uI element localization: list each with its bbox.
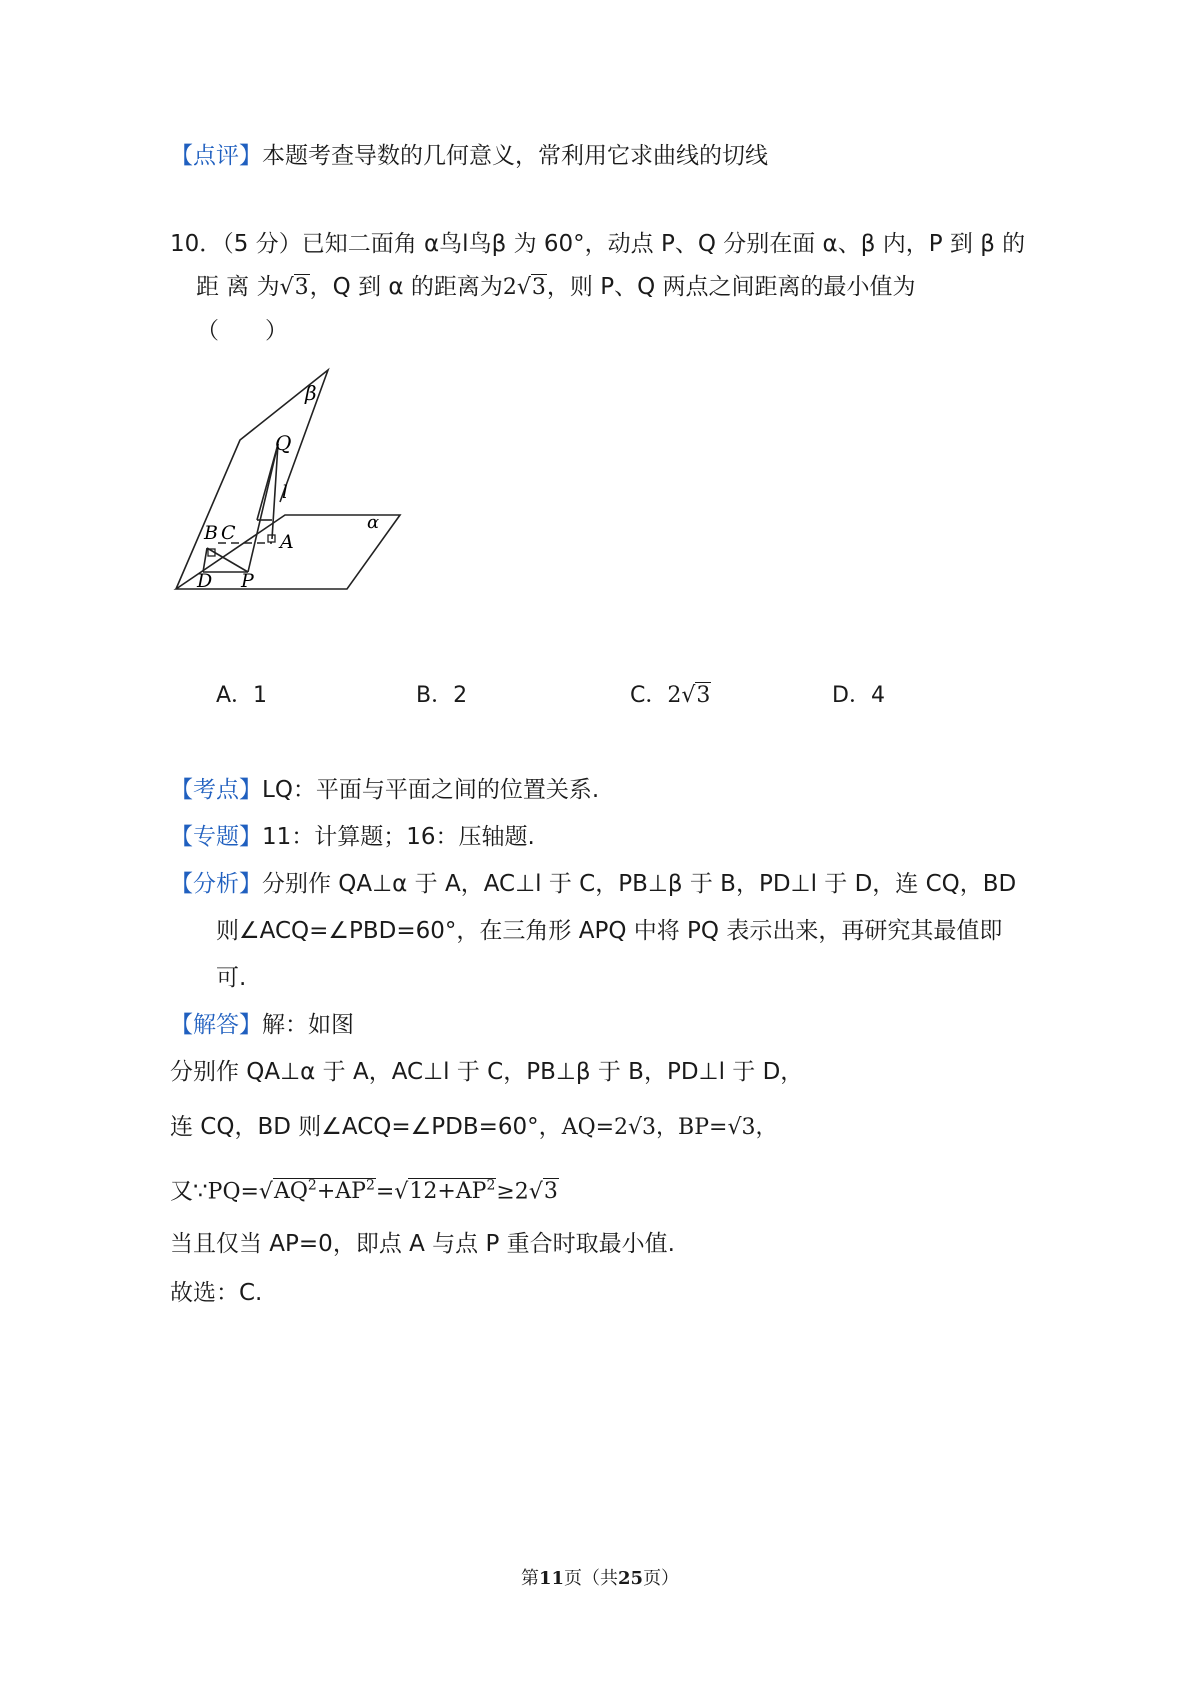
choice-c-formula: 2√3 (667, 683, 711, 708)
jieda-line-5 (170, 1278, 262, 1308)
jieda-text: 解：如图 (262, 1012, 354, 1038)
label-beta: β (305, 381, 317, 405)
jieda-text-1: 分别作 QA⊥α 于 A，AC⊥l 于 C，PB⊥β 于 B，PD⊥l 于 D， (170, 1059, 804, 1085)
fenxi-tag: 【分析】 (170, 871, 262, 897)
footer-page-number: 11 (538, 1568, 564, 1589)
jieda-line-1 (170, 1057, 803, 1087)
choice-a-label: A．1 (216, 683, 268, 708)
jieda-text-3: 又∵ (170, 1178, 208, 1205)
kaodian-line (170, 775, 599, 805)
label-l: l (282, 482, 288, 503)
zhuanti-line (170, 822, 535, 852)
page-footer (0, 1564, 1200, 1590)
question-line-1 (170, 229, 1025, 259)
choice-c-label: C． (630, 683, 668, 708)
question-text-a: 距 离 为 (196, 274, 280, 300)
two-sqrt3-formula: 2√3 (502, 275, 546, 300)
jieda-line-4 (170, 1229, 675, 1259)
jieda-tag: 【解答】 (170, 1012, 262, 1038)
kaodian-text: LQ：平面与平面之间的位置关系. (262, 777, 600, 803)
zhuanti-tag: 【专题】 (170, 824, 262, 850)
label-a: A (280, 531, 294, 553)
jieda-line2-formula: AQ=2√3，BP=√3， (561, 1115, 778, 1140)
label-c: C (221, 522, 236, 544)
footer-prefix: 第 (520, 1568, 539, 1589)
pq-formula: $PQ=√AQ^2+AP^2=√12+AP^2\ge 2√3$ (207, 1178, 558, 1205)
fenxi-text-3: 可. (216, 965, 247, 991)
label-d: D (197, 570, 213, 592)
fenxi-text-1: 分别作 QA⊥α 于 A，AC⊥l 于 C，PB⊥β 于 B，PD⊥l 于 D，连 CQ，BD (262, 871, 1017, 897)
question-text-b: ，Q 到 α 的距离为 (309, 274, 503, 300)
review-text: 本题考查导数的几何意义，常利用它求曲线的切线 (262, 143, 768, 169)
choice-a[interactable] (216, 681, 267, 711)
choice-d-label: D．4 (832, 683, 885, 708)
footer-total-pages: 25 (618, 1568, 644, 1589)
fenxi-line-1 (170, 869, 1016, 899)
jieda-line-2 (170, 1112, 777, 1143)
zhuanti-text: 11：计算题；16：压轴题. (262, 824, 535, 850)
review-line (170, 141, 768, 171)
jieda-text-4: 当且仅当 AP=0，即点 A 与点 P 重合时取最小值. (170, 1231, 675, 1257)
label-alpha: α (367, 512, 380, 533)
footer-suffix: 页） (643, 1568, 680, 1589)
review-tag: 【点评】 (170, 143, 262, 169)
jieda-text-2: 连 CQ，BD 则∠ACQ=∠PDB=60°， (170, 1114, 562, 1140)
question-line-3 (196, 316, 288, 346)
sqrt3-formula: √3 (279, 275, 309, 300)
choice-b[interactable] (416, 681, 467, 711)
fenxi-line-3 (216, 963, 246, 993)
answer-blank: （ ） (196, 318, 288, 344)
choice-d[interactable] (832, 681, 885, 711)
dihedral-angle-figure (160, 362, 420, 612)
label-b: B (204, 522, 218, 544)
choice-b-label: B．2 (416, 683, 468, 708)
question-line-2 (196, 272, 916, 303)
fenxi-line-2 (216, 916, 1002, 946)
kaodian-tag: 【考点】 (170, 777, 262, 803)
jieda-line-3 (170, 1171, 559, 1207)
jieda-text-5: 故选：C. (170, 1280, 263, 1306)
choice-c[interactable] (630, 681, 711, 711)
footer-mid: 页（共 (564, 1568, 618, 1589)
label-p: P (241, 570, 254, 592)
label-q: Q (275, 431, 292, 455)
fenxi-text-2: 则∠ACQ=∠PBD=60°，在三角形 APQ 中将 PQ 表示出来，再研究其最值即 (216, 918, 1003, 944)
jieda-line (170, 1010, 354, 1040)
question-stem: 10．（5 分）已知二面角 α⻦l⻦β 为 60°，动点 P、Q 分别在面 α、β 内，P 到 β 的 (170, 231, 1026, 257)
question-text-c: ，则 P、Q 两点之间距离的最小值为 (546, 274, 916, 300)
